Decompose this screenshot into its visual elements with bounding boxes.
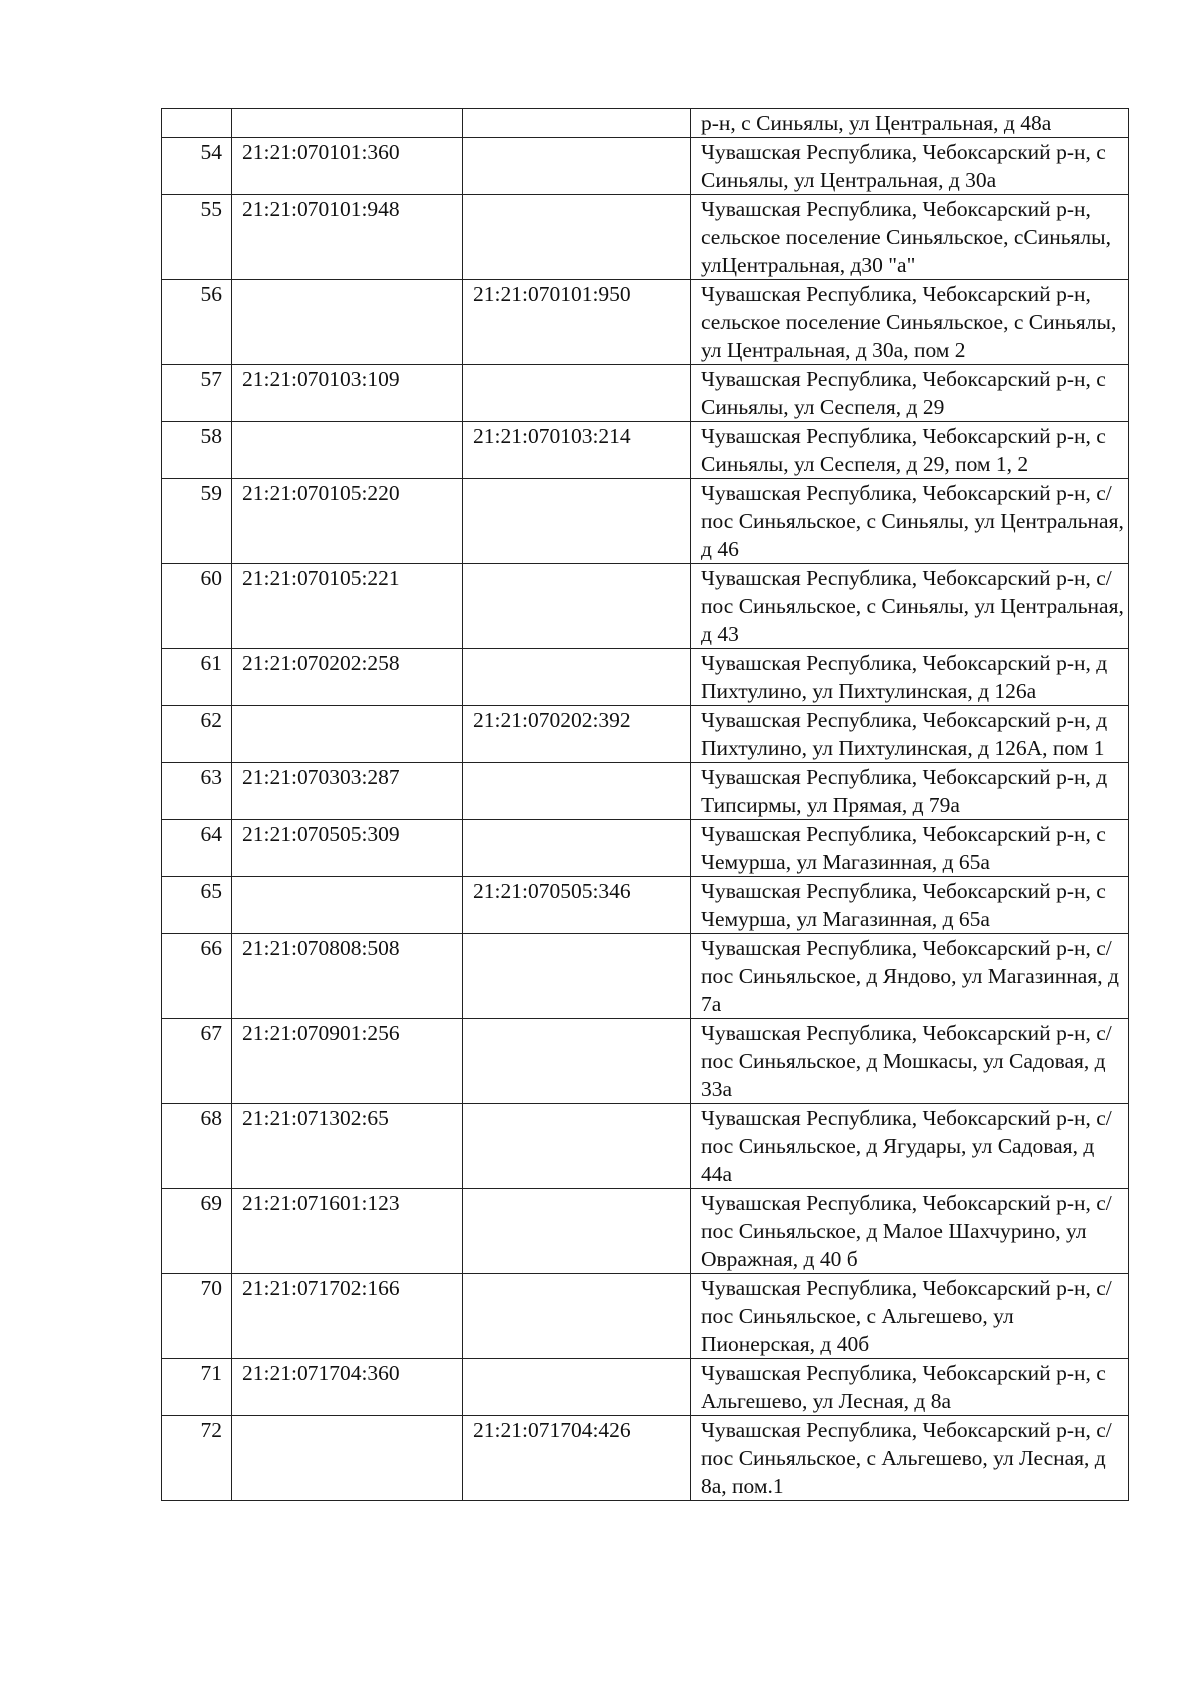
- row-number: 61: [162, 649, 232, 706]
- table-row: [162, 820, 1129, 877]
- premise-cadastral-number: [463, 934, 691, 1019]
- premise-cadastral-number: [463, 1189, 691, 1274]
- row-number: 60: [162, 564, 232, 649]
- row-number: 54: [162, 138, 232, 195]
- premise-cadastral-number: [463, 820, 691, 877]
- table-row: [162, 1359, 1129, 1416]
- address-cell: Чувашская Республика, Чебоксарский р-н, с Синьялы, ул Центральная, д 30а: [691, 138, 1129, 195]
- address-cell: Чувашская Республика, Чебоксарский р-н, с/пос Синьяльское, с Синьялы, ул Центральная, д 43: [691, 564, 1129, 649]
- row-number: 67: [162, 1019, 232, 1104]
- address-cell: Чувашская Республика, Чебоксарский р-н, сельское поселение Синьяльское, сСиньялы, улЦентральная, д30 "а": [691, 195, 1129, 280]
- table-row: [162, 564, 1129, 649]
- parcel-cadastral-number: 21:21:070105:221: [232, 564, 463, 649]
- premise-cadastral-number: 21:21:070505:346: [463, 877, 691, 934]
- row-number: [162, 109, 232, 138]
- premise-cadastral-number: 21:21:070103:214: [463, 422, 691, 479]
- row-number: 63: [162, 763, 232, 820]
- row-number: 64: [162, 820, 232, 877]
- address-cell: Чувашская Республика, Чебоксарский р-н, д Типсирмы, ул Прямая, д 79а: [691, 763, 1129, 820]
- parcel-cadastral-number: 21:21:070103:109: [232, 365, 463, 422]
- table-row: [162, 649, 1129, 706]
- table-row: [162, 763, 1129, 820]
- table-row: [162, 1189, 1129, 1274]
- parcel-cadastral-number: [232, 706, 463, 763]
- table-row: [162, 195, 1129, 280]
- premise-cadastral-number: [463, 109, 691, 138]
- address-cell: Чувашская Республика, Чебоксарский р-н, д Пихтулино, ул Пихтулинская, д 126А, пом 1: [691, 706, 1129, 763]
- address-cell: Чувашская Республика, Чебоксарский р-н, с/пос Синьяльское, д Малое Шахчурино, ул Овражная, д 40 б: [691, 1189, 1129, 1274]
- parcel-cadastral-number: 21:21:071302:65: [232, 1104, 463, 1189]
- table-row: [162, 1019, 1129, 1104]
- row-number: 68: [162, 1104, 232, 1189]
- row-number: 57: [162, 365, 232, 422]
- address-cell: р-н, с Синьялы, ул Центральная, д 48а: [691, 109, 1129, 138]
- table-row: [162, 479, 1129, 564]
- address-cell: Чувашская Республика, Чебоксарский р-н, с Альгешево, ул Лесная, д 8а: [691, 1359, 1129, 1416]
- table-row: [162, 280, 1129, 365]
- premise-cadastral-number: [463, 138, 691, 195]
- row-number: 65: [162, 877, 232, 934]
- parcel-cadastral-number: 21:21:070105:220: [232, 479, 463, 564]
- table-row: [162, 1104, 1129, 1189]
- address-cell: Чувашская Республика, Чебоксарский р-н, д Пихтулино, ул Пихтулинская, д 126а: [691, 649, 1129, 706]
- row-number: 58: [162, 422, 232, 479]
- premise-cadastral-number: [463, 1019, 691, 1104]
- premise-cadastral-number: [463, 564, 691, 649]
- row-number: 71: [162, 1359, 232, 1416]
- parcel-cadastral-number: 21:21:071704:360: [232, 1359, 463, 1416]
- parcel-cadastral-number: 21:21:070303:287: [232, 763, 463, 820]
- address-cell: Чувашская Республика, Чебоксарский р-н, с Синьялы, ул Сеспеля, д 29: [691, 365, 1129, 422]
- address-cell: Чувашская Республика, Чебоксарский р-н, с/пос Синьяльское, д Мошкасы, ул Садовая, д 33а: [691, 1019, 1129, 1104]
- table-row: [162, 706, 1129, 763]
- row-number: 69: [162, 1189, 232, 1274]
- parcel-cadastral-number: 21:21:071702:166: [232, 1274, 463, 1359]
- address-cell: Чувашская Республика, Чебоксарский р-н, с/пос Синьяльское, д Ягудары, ул Садовая, д 44а: [691, 1104, 1129, 1189]
- premise-cadastral-number: [463, 1274, 691, 1359]
- parcel-cadastral-number: 21:21:070505:309: [232, 820, 463, 877]
- table-row: [162, 109, 1129, 138]
- cadastral-table: [161, 108, 1129, 1501]
- premise-cadastral-number: [463, 763, 691, 820]
- row-number: 70: [162, 1274, 232, 1359]
- premise-cadastral-number: [463, 1104, 691, 1189]
- row-number: 62: [162, 706, 232, 763]
- premise-cadastral-number: [463, 479, 691, 564]
- address-cell: Чувашская Республика, Чебоксарский р-н, с Чемурша, ул Магазинная, д 65а: [691, 820, 1129, 877]
- parcel-cadastral-number: [232, 877, 463, 934]
- parcel-cadastral-number: [232, 1416, 463, 1501]
- table-body: [162, 109, 1129, 1501]
- parcel-cadastral-number: [232, 280, 463, 365]
- parcel-cadastral-number: 21:21:071601:123: [232, 1189, 463, 1274]
- address-cell: Чувашская Республика, Чебоксарский р-н, с/пос Синьяльское, с Альгешево, ул Пионерская, д 40б: [691, 1274, 1129, 1359]
- premise-cadastral-number: 21:21:070101:950: [463, 280, 691, 365]
- address-cell: Чувашская Республика, Чебоксарский р-н, сельское поселение Синьяльское, с Синьялы, ул Центральная, д 30а, пом 2: [691, 280, 1129, 365]
- parcel-cadastral-number: 21:21:070101:360: [232, 138, 463, 195]
- parcel-cadastral-number: 21:21:070808:508: [232, 934, 463, 1019]
- parcel-cadastral-number: [232, 422, 463, 479]
- premise-cadastral-number: [463, 195, 691, 280]
- premise-cadastral-number: 21:21:071704:426: [463, 1416, 691, 1501]
- row-number: 56: [162, 280, 232, 365]
- parcel-cadastral-number: 21:21:070202:258: [232, 649, 463, 706]
- parcel-cadastral-number: 21:21:070101:948: [232, 195, 463, 280]
- premise-cadastral-number: [463, 649, 691, 706]
- row-number: 59: [162, 479, 232, 564]
- row-number: 72: [162, 1416, 232, 1501]
- address-cell: Чувашская Республика, Чебоксарский р-н, с/пос Синьяльское, с Альгешево, ул Лесная, д 8а, пом.1: [691, 1416, 1129, 1501]
- row-number: 66: [162, 934, 232, 1019]
- table-row: [162, 422, 1129, 479]
- table-row: [162, 934, 1129, 1019]
- table-row: [162, 138, 1129, 195]
- address-cell: Чувашская Республика, Чебоксарский р-н, с/пос Синьяльское, с Синьялы, ул Центральная, д 46: [691, 479, 1129, 564]
- table-row: [162, 1416, 1129, 1501]
- address-cell: Чувашская Республика, Чебоксарский р-н, с Синьялы, ул Сеспеля, д 29, пом 1, 2: [691, 422, 1129, 479]
- parcel-cadastral-number: [232, 109, 463, 138]
- premise-cadastral-number: [463, 1359, 691, 1416]
- address-cell: Чувашская Республика, Чебоксарский р-н, с/пос Синьяльское, д Яндово, ул Магазинная, д 7а: [691, 934, 1129, 1019]
- premise-cadastral-number: [463, 365, 691, 422]
- table-row: [162, 1274, 1129, 1359]
- premise-cadastral-number: 21:21:070202:392: [463, 706, 691, 763]
- address-cell: Чувашская Республика, Чебоксарский р-н, с Чемурша, ул Магазинная, д 65а: [691, 877, 1129, 934]
- parcel-cadastral-number: 21:21:070901:256: [232, 1019, 463, 1104]
- row-number: 55: [162, 195, 232, 280]
- table-row: [162, 365, 1129, 422]
- table-row: [162, 877, 1129, 934]
